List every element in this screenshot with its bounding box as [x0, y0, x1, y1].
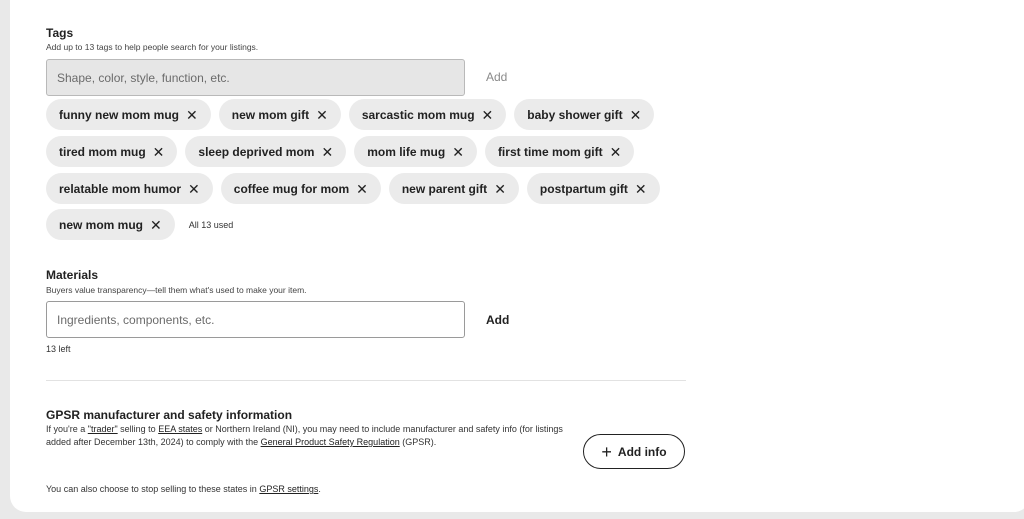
eea-states-link[interactable]: EEA states — [158, 424, 203, 434]
tag-row-2 — [46, 136, 634, 167]
gpsr-settings-note — [46, 483, 576, 496]
tag-label: coffee mug for mom — [233, 181, 350, 196]
remove-tag-icon[interactable]: ✕ — [609, 143, 622, 160]
tag-label: funny new mom mug — [59, 107, 179, 122]
trader-link[interactable]: "trader" — [87, 424, 118, 434]
add-tag-button[interactable]: Add — [486, 70, 508, 84]
tag-label: new mom mug — [59, 217, 144, 232]
tag-label: postpartum gift — [539, 181, 628, 196]
tags-input[interactable] — [46, 59, 465, 96]
tag-chip — [485, 136, 634, 167]
listing-form-card — [10, 0, 1024, 512]
gpsr-text-part: You can also choose to stop selling to these states in — [46, 484, 260, 494]
remove-tag-icon[interactable]: ✕ — [188, 180, 200, 197]
tag-row-3 — [46, 173, 660, 204]
add-material-button[interactable]: Add — [486, 313, 510, 327]
tag-chip — [349, 99, 506, 130]
section-divider — [46, 380, 686, 381]
tag-chip — [219, 99, 341, 130]
gpsr-title: GPSR manufacturer and safety information — [46, 408, 293, 422]
tag-label: sarcastic mom mug — [361, 107, 475, 122]
tag-label: tired mom mug — [59, 144, 146, 159]
remove-tag-icon[interactable]: ✕ — [152, 143, 165, 160]
tag-label: sleep deprived mom — [198, 144, 315, 159]
remove-tag-icon[interactable]: ✕ — [494, 180, 506, 197]
add-info-button[interactable] — [583, 434, 685, 469]
tag-label: baby shower gift — [527, 107, 623, 122]
materials-title: Materials — [46, 268, 99, 282]
remove-tag-icon[interactable]: ✕ — [634, 180, 647, 197]
tags-title: Tags — [46, 26, 74, 40]
add-info-label: Add info — [617, 444, 667, 459]
tag-chip — [221, 173, 381, 204]
tags-subtitle: Add up to 13 tags to help people search for your listings. — [46, 42, 259, 52]
tag-row-1 — [46, 99, 654, 130]
gpsr-text-part: selling to — [117, 424, 159, 434]
tag-chip — [46, 99, 211, 130]
remove-tag-icon[interactable]: ✕ — [629, 106, 642, 123]
gpsr-text-part: (GPSR). — [399, 437, 437, 447]
remove-tag-icon[interactable]: ✕ — [452, 143, 464, 160]
tag-chip — [514, 99, 654, 130]
tag-label: new parent gift — [401, 181, 488, 196]
tag-chip — [46, 173, 213, 204]
tag-row-4 — [46, 209, 233, 240]
gpsr-text-part: or Northern Ireland (NI), you may need to include manufacturer and safety info (for listings added after December 13th, 2024) to comply with the — [46, 424, 563, 447]
tag-chip — [46, 209, 175, 240]
plus-icon: + — [601, 441, 612, 462]
tag-chip — [185, 136, 346, 167]
gpsr-description — [46, 423, 576, 449]
remove-tag-icon[interactable]: ✕ — [356, 180, 368, 197]
gpsr-settings-link[interactable]: GPSR settings — [259, 484, 319, 494]
gpsr-text-part: If you're a — [46, 424, 88, 434]
materials-input[interactable] — [46, 301, 465, 338]
materials-left-note: 13 left — [46, 344, 71, 354]
remove-tag-icon[interactable]: ✕ — [481, 106, 494, 123]
tag-label: first time mom gift — [497, 144, 603, 159]
remove-tag-icon[interactable]: ✕ — [321, 143, 334, 160]
tag-chip — [46, 136, 177, 167]
tag-chip — [354, 136, 477, 167]
tag-label: mom life mug — [367, 144, 446, 159]
tag-chip — [389, 173, 519, 204]
remove-tag-icon[interactable]: ✕ — [150, 216, 162, 233]
materials-subtitle: Buyers value transparency—tell them what's used to make your item. — [46, 285, 307, 295]
tag-label: relatable mom humor — [59, 181, 182, 196]
tag-chip — [527, 173, 660, 204]
remove-tag-icon[interactable]: ✕ — [186, 106, 198, 123]
tags-used-note: All 13 used — [188, 219, 234, 230]
remove-tag-icon[interactable]: ✕ — [316, 106, 328, 123]
tag-label: new mom gift — [231, 107, 310, 122]
gpsr-text-part: . — [318, 484, 321, 494]
gpsr-regulation-link[interactable]: General Product Safety Regulation — [260, 437, 400, 447]
